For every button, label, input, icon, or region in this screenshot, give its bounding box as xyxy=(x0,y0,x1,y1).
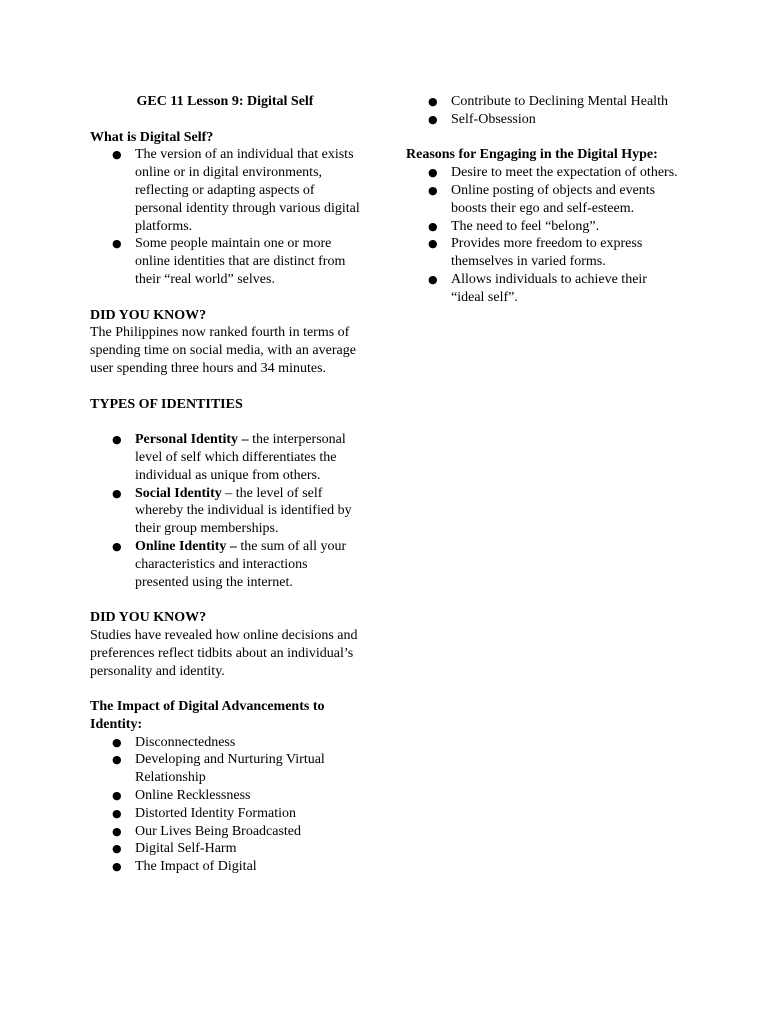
list-item: ● Developing and Nurturing Virtual Relationship xyxy=(90,751,360,787)
identity-term: Social Identity xyxy=(135,485,222,501)
list-item: ● Online Recklessness xyxy=(90,787,360,805)
identity-description: the interpersonal level of self which differentiates the individual as unique from others. xyxy=(135,432,346,483)
list-item: ● Contribute to Declining Mental Health xyxy=(406,93,681,111)
did-you-know-text: Studies have revealed how online decisions and preferences reflect tidbits about an individual’s personality and identity. xyxy=(90,627,358,679)
impact-list xyxy=(90,734,360,876)
identity-separator: – xyxy=(226,538,241,554)
list-item: ● Disconnectedness xyxy=(90,734,360,752)
list-item: ● Online posting of objects and events boosts their ego and self-esteem. xyxy=(406,182,681,218)
identity-description: the level of self whereby the individual is identified by their group memberships. xyxy=(135,485,352,537)
what-is-digital-self-list xyxy=(90,146,360,288)
list-item: ● Some people maintain one or more online identities that are distinct from their “real world” selves. xyxy=(90,235,360,288)
list-item: ● Digital Self-Harm xyxy=(90,840,360,858)
reasons-list xyxy=(406,164,681,306)
right-column xyxy=(406,93,681,307)
identity-description: the sum of all your characteristics and interactions presented using the internet. xyxy=(135,538,347,590)
list-item: ● Our Lives Being Broadcasted xyxy=(90,823,360,841)
did-you-know-text: The Philippines now ranked fourth in terms of spending time on social media, with an average user spending three hours and 34 minutes. xyxy=(90,325,356,376)
identity-term: Personal Identity xyxy=(135,432,239,448)
left-column xyxy=(90,93,360,876)
list-item xyxy=(90,485,360,538)
document-title: GEC 11 Lesson 9: Digital Self xyxy=(136,94,314,109)
list-item xyxy=(90,538,360,591)
list-item xyxy=(90,431,360,484)
did-you-know-heading: DID YOU KNOW? xyxy=(90,307,207,323)
impact-heading: The Impact of Digital Advancements to Identity: xyxy=(90,699,325,732)
identity-separator: – xyxy=(238,432,253,448)
list-item: ● Self-Obsession xyxy=(406,111,681,129)
identity-separator: – xyxy=(221,485,236,501)
identity-term: Online Identity xyxy=(135,538,227,554)
list-item: ● The version of an individual that exists online or in digital environments, reflecting or adapting aspects of personal identity through various digital platforms. xyxy=(90,146,360,235)
list-item: ● Distorted Identity Formation xyxy=(90,805,360,823)
did-you-know-heading: DID YOU KNOW? xyxy=(90,610,207,626)
types-of-identities-list xyxy=(90,431,360,591)
list-item: ● Allows individuals to achieve their “ideal self”. xyxy=(406,271,681,307)
list-item: ● Provides more freedom to express themselves in varied forms. xyxy=(406,235,681,271)
list-item: ● The Impact of Digital xyxy=(90,858,360,876)
list-item: ● Desire to meet the expectation of others. xyxy=(406,164,681,182)
reasons-heading: Reasons for Engaging in the Digital Hype: xyxy=(406,147,658,163)
list-item: ● The need to feel “belong”. xyxy=(406,218,681,236)
impact-list-continued xyxy=(406,93,681,129)
what-is-digital-self-heading: What is Digital Self? xyxy=(90,129,214,145)
types-of-identities-heading: TYPES OF IDENTITIES xyxy=(90,396,243,412)
